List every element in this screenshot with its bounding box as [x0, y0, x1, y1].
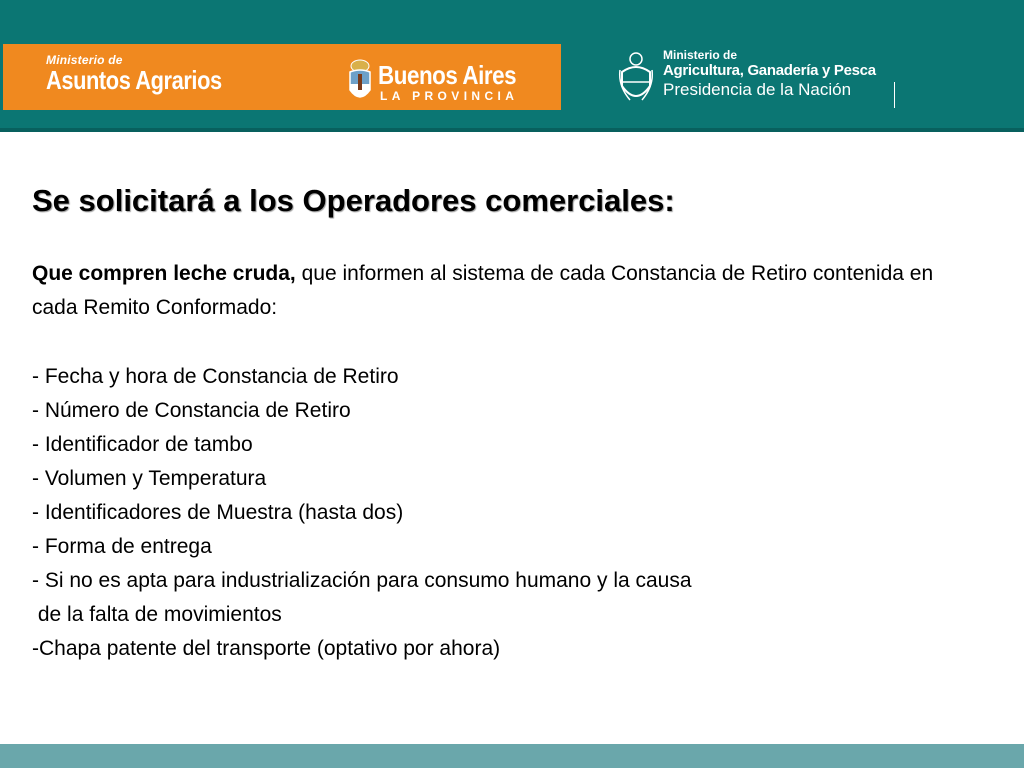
asuntos-agrarios-label: Asuntos Agrarios [46, 65, 222, 95]
buenos-aires-shield-icon [346, 58, 374, 106]
header-divider [0, 128, 1024, 132]
buenos-aires-label: Buenos Aires [378, 60, 517, 90]
nation-agricultura-label: Agricultura, Ganadería y Pesca [663, 62, 876, 79]
list-item: - Volumen y Temperatura [32, 467, 267, 490]
slide-title: Se solicitará a los Operadores comerciales: [32, 183, 675, 218]
logo-divider [894, 82, 895, 108]
list-item: - Número de Constancia de Retiro [32, 399, 351, 422]
intro-bold: Que compren leche cruda, [32, 262, 296, 285]
intro-rest: que informen al sistema de cada Constancia de Retiro contenida en cada Remito Conformado: [32, 262, 934, 319]
list-item: - Si no es apta para industrialización para consumo humano y la causa [32, 569, 692, 592]
list-item: - Fecha y hora de Constancia de Retiro [32, 365, 399, 388]
national-coat-of-arms-icon [618, 50, 654, 106]
footer-band [0, 744, 1024, 768]
list-item: -Chapa patente del transporte (optativo por ahora) [32, 637, 501, 660]
list-item: - Identificador de tambo [32, 433, 253, 456]
list-item: - Forma de entrega [32, 535, 212, 558]
intro-paragraph [32, 257, 982, 325]
list-item: de la falta de movimientos [32, 603, 282, 626]
ministerio-label: Ministerio de [46, 53, 123, 67]
requirements-list [32, 360, 982, 666]
list-item: - Identificadores de Muestra (hasta dos) [32, 501, 404, 524]
la-provincia-label: LA PROVINCIA [380, 89, 519, 103]
nation-ministerio-label: Ministerio de [663, 48, 738, 62]
presidencia-label: Presidencia de la Nación [663, 80, 852, 99]
